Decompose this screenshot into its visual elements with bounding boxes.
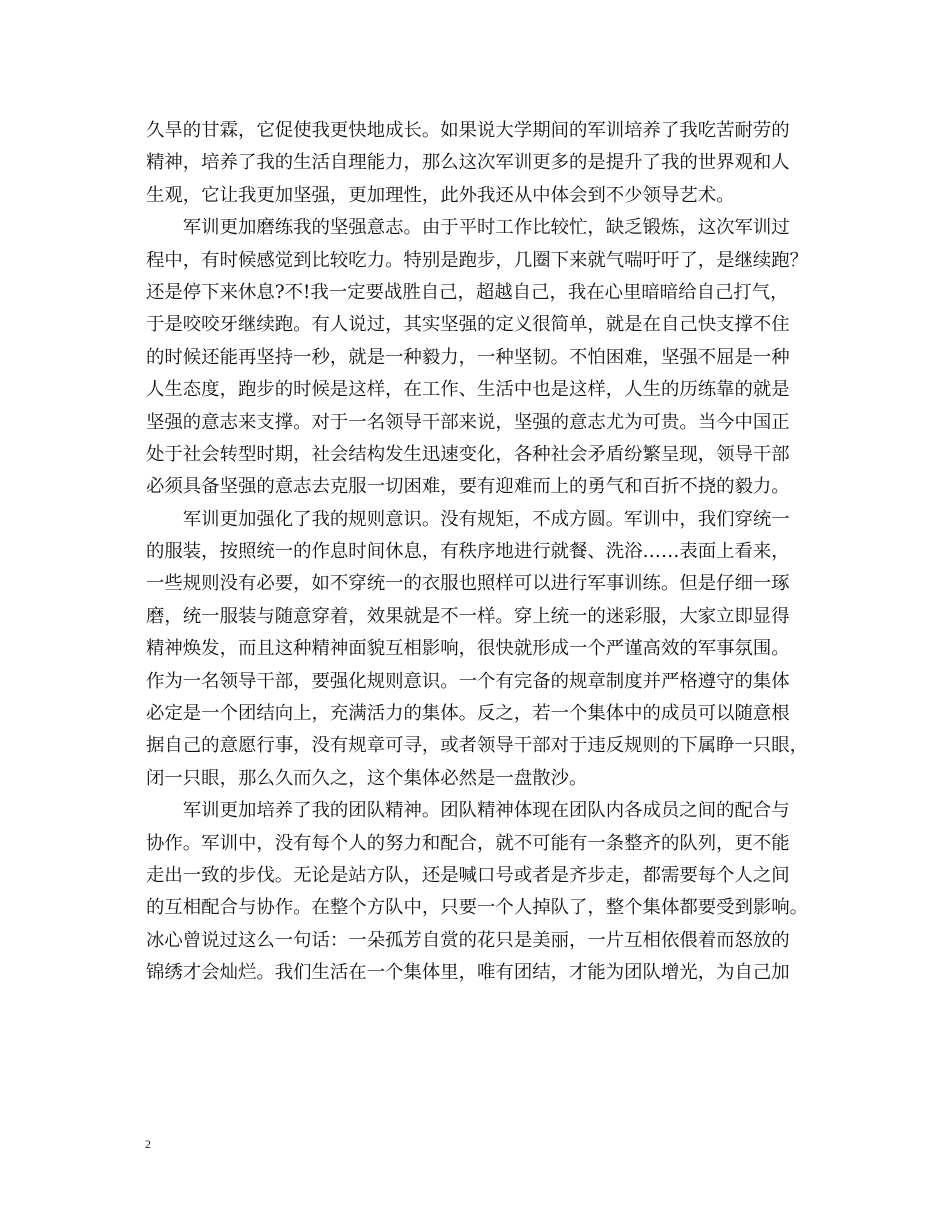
text-line: 作为一名领导干部，要强化规则意识。一个有完备的规章制度并严格遵守的集体 — [146, 670, 790, 692]
text-line: 精神焕发，而且这种精神面貌互相影响，很快就形成一个严谨高效的军事氛围。 — [146, 638, 790, 660]
text-line: 必定是一个团结向上，充满活力的集体。反之，若一个集体中的成员可以随意根 — [146, 703, 790, 725]
body-text — [146, 115, 836, 990]
text-line: 一些规则没有必要，如不穿统一的衣服也照样可以进行军事训练。但是仔细一琢 — [146, 573, 790, 595]
text-line: 闭一只眼，那么久而久之，这个集体必然是一盘散沙。 — [146, 767, 588, 789]
text-line: 军训更加强化了我的规则意识。没有规矩，不成方圆。军训中，我们穿统一 — [146, 508, 790, 530]
text-line: 程中，有时候感觉到比较吃力。特别是跑步，几圈下来就气喘吁吁了，是继续跑？ — [146, 249, 809, 271]
text-line: 军训更加培养了我的团队精神。团队精神体现在团队内各成员之间的配合与 — [146, 800, 790, 822]
text-line: 的互相配合与协作。在整个方队中，只要一个人掉队了，整个集体都要受到影响。 — [146, 897, 809, 919]
text-line: 协作。军训中，没有每个人的努力和配合，就不可能有一条整齐的队列，更不能 — [146, 832, 790, 854]
text-line: 锦绣才会灿烂。我们生活在一个集体里，唯有团结，才能为团队增光，为自己加 — [146, 962, 790, 984]
text-line: 磨，统一服装与随意穿着，效果就是不一样。穿上统一的迷彩服，大家立即显得 — [146, 605, 790, 627]
text-line: 于是咬咬牙继续跑。有人说过，其实坚强的定义很简单，就是在自己快支撑不住 — [146, 314, 790, 336]
text-line: 的服装，按照统一的作息时间休息，有秩序地进行就餐、洗浴……表面上看来， — [146, 541, 790, 563]
text-line: 处于社会转型时期，社会结构发生迅速变化，各种社会矛盾纷繁呈现，领导干部 — [146, 443, 790, 465]
text-line: 久旱的甘霖，它促使我更快地成长。如果说大学期间的军训培养了我吃苦耐劳的 — [146, 120, 790, 141]
text-line: 的时候还能再坚持一秒，就是一种毅力，一种坚韧。不怕困难，坚强不屈是一种 — [146, 346, 790, 368]
text-line: 精神，培养了我的生活自理能力，那么这次军训更多的是提升了我的世界观和人 — [146, 152, 790, 174]
text-line: 坚强的意志来支撑。对于一名领导干部来说，坚强的意志尤为可贵。当今中国正 — [146, 411, 790, 433]
text-line: 人生态度，跑步的时候是这样，在工作、生活中也是这样，人生的历练靠的就是 — [146, 379, 790, 401]
text-line: 据自己的意愿行事，没有规章可寻，或者领导干部对于违反规则的下属睁一只眼， — [146, 735, 809, 757]
text-line: 冰心曾说过这么一句话：一朵孤芳自赏的花只是美丽，一片互相依偎着而怒放的 — [146, 929, 790, 951]
text-line: 还是停下来休息?不!我一定要战胜自己，超越自己，我在心里暗暗给自己打气， — [146, 281, 789, 303]
text-line: 军训更加磨练我的坚强意志。由于平时工作比较忙，缺乏锻炼，这次军训过 — [146, 217, 790, 239]
text-line: 必须具备坚强的意志去克服一切困难，要有迎难而上的勇气和百折不挠的毅力。 — [146, 476, 790, 498]
text-line: 走出一致的步伐。无论是站方队，还是喊口号或者是齐步走，都需要每个人之间 — [146, 864, 790, 886]
page-number: 2 — [145, 1137, 151, 1151]
text-line: 生观，它让我更加坚强，更加理性，此外我还从中体会到不少领导艺术。 — [146, 184, 735, 206]
